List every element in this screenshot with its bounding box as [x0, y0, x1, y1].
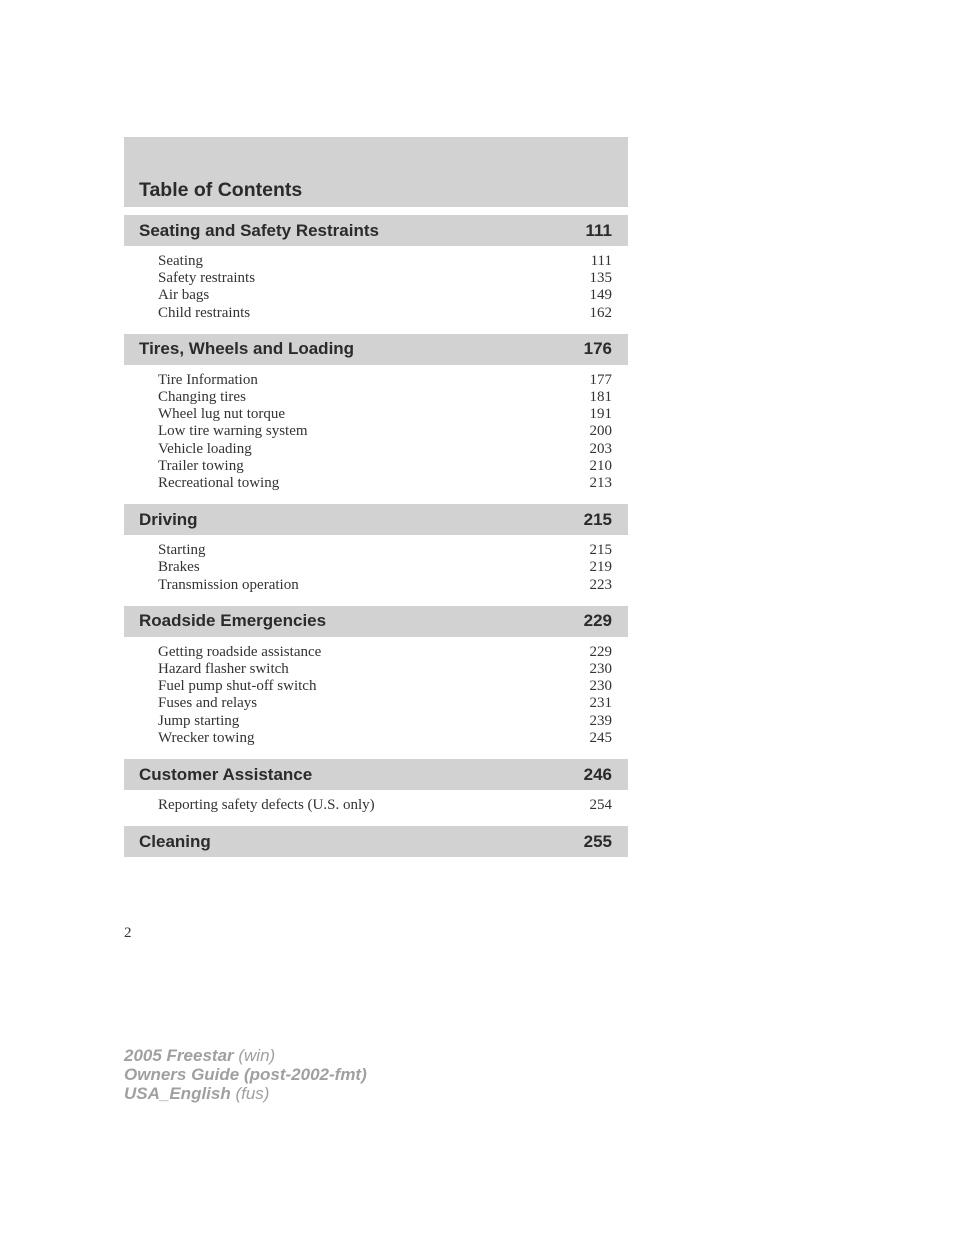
table-of-contents	[124, 137, 628, 857]
entry-page: 254	[589, 797, 612, 814]
toc-entry[interactable]	[158, 305, 612, 322]
toc-entry[interactable]	[158, 559, 612, 576]
footer-locale-note: (fus)	[230, 1084, 270, 1103]
toc-entry[interactable]	[158, 661, 612, 678]
entry-label: Hazard flasher switch	[158, 661, 289, 678]
toc-entry[interactable]	[158, 458, 612, 475]
toc-section	[124, 215, 628, 326]
entry-page: 230	[589, 678, 612, 695]
entry-label: Fuel pump shut-off switch	[158, 678, 317, 695]
footer-guide: Owners Guide (post-2002-fmt)	[124, 1065, 367, 1084]
entry-label: Safety restraints	[158, 270, 256, 287]
toc-entry[interactable]	[158, 270, 612, 287]
entry-label: Changing tires	[158, 389, 246, 406]
section-items	[124, 790, 628, 818]
footer-model-note: (win)	[233, 1046, 276, 1065]
entry-page: 210	[589, 457, 612, 474]
section-page: 229	[583, 611, 612, 631]
entry-page: 149	[589, 287, 612, 304]
section-title: Seating and Safety Restraints	[139, 220, 379, 240]
toc-entry[interactable]	[158, 713, 612, 730]
entry-page: 219	[589, 559, 612, 576]
toc-section	[124, 759, 628, 818]
section-title: Cleaning	[139, 831, 211, 851]
entry-label: Wrecker towing	[158, 729, 255, 746]
entry-page: 135	[589, 270, 612, 287]
toc-entry[interactable]	[158, 577, 612, 594]
section-page: 111	[585, 220, 612, 240]
toc-section	[124, 334, 628, 496]
toc-section	[124, 826, 628, 857]
section-title: Tires, Wheels and Loading	[139, 339, 355, 359]
toc-entry[interactable]	[158, 730, 612, 747]
toc-entry[interactable]	[158, 678, 612, 695]
entry-label: Starting	[158, 542, 206, 559]
entry-page: 191	[589, 406, 612, 423]
entry-page: 177	[589, 371, 612, 388]
footer-model: 2005 Freestar	[124, 1046, 234, 1065]
entry-page: 239	[589, 712, 612, 729]
entry-label: Fuses and relays	[158, 695, 258, 712]
footer-line	[124, 1084, 367, 1103]
section-items	[124, 535, 628, 598]
entry-label: Getting roadside assistance	[158, 643, 322, 660]
entry-page: 215	[589, 542, 612, 559]
toc-entry[interactable]	[158, 644, 612, 661]
entry-page: 231	[589, 695, 612, 712]
entry-page: 200	[589, 423, 612, 440]
entry-label: Trailer towing	[158, 457, 244, 474]
footer-line	[124, 1046, 367, 1065]
toc-header	[124, 137, 628, 207]
section-bar[interactable]	[124, 334, 628, 365]
toc-entry[interactable]	[158, 406, 612, 423]
section-bar[interactable]	[124, 504, 628, 535]
entry-page: 223	[589, 576, 612, 593]
section-title: Roadside Emergencies	[139, 611, 327, 631]
toc-entry[interactable]	[158, 542, 612, 559]
entry-label: Reporting safety defects (U.S. only)	[158, 797, 375, 814]
section-bar[interactable]	[124, 606, 628, 637]
toc-section	[124, 504, 628, 598]
document-footer	[124, 1046, 367, 1103]
entry-page: 213	[589, 475, 612, 492]
entry-page: 203	[589, 440, 612, 457]
entry-label: Wheel lug nut torque	[158, 406, 286, 423]
toc-section	[124, 606, 628, 751]
entry-page: 230	[589, 661, 612, 678]
section-items	[124, 365, 628, 496]
section-page: 176	[583, 339, 612, 359]
toc-entry[interactable]	[158, 797, 612, 814]
section-items	[124, 246, 628, 326]
entry-label: Air bags	[158, 287, 210, 304]
entry-label: Vehicle loading	[158, 440, 252, 457]
toc-entry[interactable]	[158, 253, 612, 270]
footer-locale: USA_English	[124, 1084, 231, 1103]
section-title: Driving	[139, 509, 198, 529]
section-title: Customer Assistance	[139, 764, 313, 784]
toc-entry[interactable]	[158, 389, 612, 406]
entry-label: Transmission operation	[158, 576, 299, 593]
footer-line	[124, 1065, 367, 1084]
entry-label: Child restraints	[158, 304, 251, 321]
section-items	[124, 637, 628, 751]
entry-label: Brakes	[158, 559, 200, 576]
entry-label: Recreational towing	[158, 475, 280, 492]
toc-entry[interactable]	[158, 441, 612, 458]
section-page: 255	[583, 831, 612, 851]
page-title: Table of Contents	[139, 179, 303, 201]
toc-entry[interactable]	[158, 372, 612, 389]
toc-entry[interactable]	[158, 695, 612, 712]
section-page: 246	[583, 764, 612, 784]
section-bar[interactable]	[124, 759, 628, 790]
entry-page: 181	[589, 389, 612, 406]
entry-page: 111	[590, 253, 612, 269]
entry-label: Low tire warning system	[158, 423, 308, 440]
section-page: 215	[583, 509, 612, 529]
entry-label: Seating	[158, 253, 203, 269]
toc-entry[interactable]	[158, 475, 612, 492]
entry-page: 162	[589, 304, 612, 321]
entry-page: 245	[589, 729, 612, 746]
section-bar[interactable]	[124, 826, 628, 857]
entry-label: Jump starting	[158, 712, 240, 729]
toc-entry[interactable]	[158, 287, 612, 304]
section-bar[interactable]	[124, 215, 628, 246]
page-number: 2	[124, 925, 132, 941]
entry-label: Tire Information	[158, 371, 258, 388]
toc-entry[interactable]	[158, 423, 612, 440]
entry-page: 229	[589, 643, 612, 660]
